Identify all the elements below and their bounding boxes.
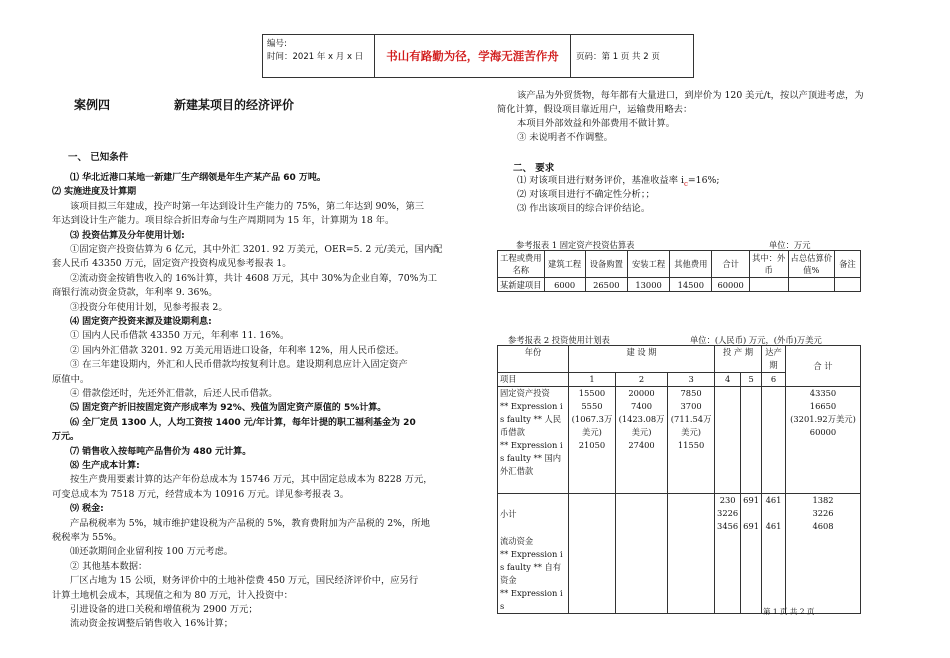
table1-header-cell: 设备购置 (585, 251, 627, 278)
body-line: 套人民币 43350 万元，固定资产投资构成见参考报表 1。 (52, 258, 292, 270)
total-header: 合 计 (786, 346, 861, 387)
year4-empty (715, 387, 741, 494)
table1-header-cell: 备注 (835, 251, 861, 278)
body-line: 年达到设计生产能力。项目综合折旧寿命与生产周期同为 15 年，计算期为 18 年。 (52, 215, 395, 227)
year5-empty (741, 387, 762, 494)
body-line: ⑺ 销售收入按每吨产品售价为 480 元计算。 (70, 446, 252, 457)
header-page-label: 页码：第 1 页 共 2 页 (576, 52, 660, 62)
total-values: 43350 16650 (3201.92万美元) 60000 (786, 387, 861, 494)
body-line: ②流动资金按销售收入的 16%计算，共计 4608 万元，其中 30%为企业自筹，70%为工 (70, 272, 438, 284)
table1-cell: 某新建项目 (498, 278, 545, 292)
body-line: ⑻ 生产成本计算: (70, 461, 140, 471)
year-header-cell (498, 346, 569, 373)
table1-cell: 13000 (627, 278, 669, 292)
table1-cell (749, 278, 788, 292)
r2-year3 (668, 494, 715, 614)
body-line: 本项目外部效益和外部费用不做计算。 (517, 118, 676, 129)
production-period-header: 投 产 期 (715, 346, 762, 373)
table1-header-cell: 工程或费用名称 (498, 251, 545, 278)
table1-header-row (498, 251, 861, 278)
header-number-label: 编号: (267, 39, 287, 49)
document-title (74, 96, 294, 113)
body-line: 厂区占地为 15 公顷，财务评价中的土地补偿费 450 万元，国民经济评价中，应另行 (70, 575, 419, 587)
year3-values: 7850 3700 (711.54万美元) 11550 (668, 387, 715, 494)
year-number-cell: 1 (569, 373, 616, 387)
table1-cell: 26500 (585, 278, 627, 292)
body-line: 税税率为 55%。 (52, 532, 123, 543)
year-number-cell: 5 (741, 373, 762, 387)
body-line: ③ 未说明者不作调整。 (517, 132, 613, 143)
table1-unit: 单位：万元 (769, 240, 811, 250)
r2-year2 (615, 494, 667, 614)
table1-header-cell: 安装工程 (627, 251, 669, 278)
full-production-header: 达产期 (762, 346, 786, 373)
body-line: ③ 在三年建设期内，外汇和人民币借款均按复利计息。建设期利息应计入固定资产 (70, 359, 408, 371)
case-label: 案例四 (74, 98, 111, 112)
year-label: 年份 (524, 347, 542, 357)
table2-caption: 参考报表 2 投资使用计划表 (508, 335, 610, 345)
working-capital-items: 流动资金 ** Expression is faulty ** 自有资金 ** Expression is (500, 536, 563, 611)
section-heading-conditions: 一、 已知条件 (68, 152, 129, 163)
body-line: ⑴ 华北近港口某地一新建厂生产纲领是年生产某产品 60 万吨。 (70, 173, 326, 183)
body-line: 按生产费用要素计算的达产年份总成本为 15746 万元，其中固定总成本为 8228 万元， (70, 474, 433, 486)
table1-header-cell: 其他费用 (670, 251, 712, 278)
year-number-cell: 4 (715, 373, 741, 387)
r2-total-values: 1382 3226 4608 (786, 494, 861, 614)
table1-header-cell: 合计 (712, 251, 749, 278)
year-number-cell: 6 (762, 373, 786, 387)
requirement-item: ⑵ 对该项目进行不确定性分析；； (517, 189, 655, 200)
investment-plan-table (497, 345, 861, 614)
year6-empty (762, 387, 786, 494)
body-line: ④ 借款偿还时，先还外汇借款，后还人民币借款。 (70, 388, 278, 399)
body-line: ⑸ 固定资产折旧按固定资产形成率为 92%、残值为固定资产原值的 5%计算。 (70, 403, 387, 414)
header-motto: 书山有路勤为径，学海无涯苦作舟 (375, 35, 571, 77)
requirement-item: ⑴ 对该项目进行财务评价，基准收益率 $i_c=16\%$; (517, 175, 720, 188)
year-number-cell: 3 (668, 373, 715, 387)
table1-caption: 参考报表 1 固定资产投资估算表 (516, 240, 635, 250)
item-header-cell: 项目 (498, 373, 569, 387)
body-line: 引进设备的进口关税和增值税为 2900 万元； (70, 604, 258, 615)
table1-header-cell: 占总估算价值% (788, 251, 835, 278)
body-line: ② 国内外汇借款 3201. 92 万美元用语进口设备，年利率 12%，用人民币偿还。 (70, 344, 405, 356)
page-footer: 第 1 页 共 2 页 (763, 607, 815, 616)
body-line: 可变总成本为 7518 万元，经营成本为 10916 万元。详见参考报表 3。 (52, 488, 350, 500)
body-line: ③投资分年使用计划，见参考报表 2。 (70, 301, 228, 313)
fixed-asset-investment-table (497, 250, 861, 292)
working-capital-items-cell (498, 494, 569, 614)
table1-header-cell: 其中：外币 (749, 251, 788, 278)
year2-values: 20000 7400 (1423.08万美元) 27400 (615, 387, 667, 494)
table1-cell: 14500 (670, 278, 712, 292)
body-line: 商银行流动资金贷款，年利率 9. 36%。 (52, 287, 218, 299)
r2-year1 (569, 494, 616, 614)
body-line: 流动资金按调整后销售收入 16%计算； (70, 618, 234, 630)
body-line: 计算土地机会成本，其现值之和为 80 万元，计入投资中： (52, 589, 293, 601)
year-number-cell: 2 (615, 373, 667, 387)
r2-year6-values: 461 461 (762, 494, 786, 614)
table1-cell: 6000 (544, 278, 585, 292)
r2-year5-values: 691 691 (741, 494, 762, 614)
section-heading-requirements: 二、 要求 (513, 163, 555, 174)
table1-cell (835, 278, 861, 292)
table1-cell: 60000 (712, 278, 749, 292)
body-line: 原值中。 (52, 373, 90, 385)
body-line: ① 国内人民币借款 43350 万元，年利率 11. 16%。 (70, 330, 290, 342)
subtotal-label: 小计 (500, 509, 517, 519)
body-line: 产品税税率为 5%，城市维护建设税为产品税的 5%，教育费附加为产品税的 2%，所地 (70, 517, 430, 529)
fixed-asset-items-cell: 固定资产投资 ** Expression is faulty ** 人民币借款 ** Expression is faulty ** 国内外汇借款 (498, 387, 569, 494)
header-time-label: 时间：2021 年 x 月 x 日 (267, 52, 364, 62)
construction-period-header: 建 设 期 (569, 346, 715, 373)
r2-year4-values: 230 3226 3456 (715, 494, 741, 614)
table1-data-row (498, 278, 861, 292)
table1-cell (788, 278, 835, 292)
body-line: ⑼ 税金: (70, 504, 104, 515)
body-line: ⑵ 实施进度及计算期 (52, 187, 137, 198)
body-line: 简化计算，假设项目靠近用户，运输费用略去： (497, 104, 693, 115)
table2-unit: 单位：(人民币) 万元，(外币)万美元 (690, 335, 822, 345)
table1-header-cell: 建筑工程 (544, 251, 585, 278)
year1-values: 15500 5550 (1067.3万美元) 21050 (569, 387, 616, 494)
case-name: 新建某项目的经济评价 (174, 98, 295, 112)
body-line: ⑶ 投资估算及分年使用计划: (70, 230, 185, 241)
body-line: 该项目拟三年建成，投产时第一年达到设计生产能力的 75%，第二年达到 90%，第三 (70, 200, 425, 212)
page-header-box (262, 34, 694, 78)
requirement-item: ⑶ 作出该项目的综合评价结论。 (517, 203, 651, 214)
body-line: ⑹ 全厂定员 1300 人，人均工资按 1400 元/年计算，每年计提的职工福利基金为 20 (70, 417, 416, 428)
body-line: ② 其他基本数据： (70, 560, 148, 572)
body-line: 万元。 (52, 432, 80, 443)
body-line: ⑽还款期间企业留利按 100 万元考虑。 (70, 546, 234, 558)
body-line: 该产品为外贸货物，每年都有大量进口，到岸价为 120 美元/t，按以产顶进考虑，为 (517, 90, 864, 101)
body-line: ⑷ 固定资产投资来源及建设期利息: (70, 317, 212, 327)
body-line: ①固定资产投资估算为 6 亿元，其中外汇 3201. 92 万美元，OER=5. 2 元/美元，国内配 (70, 244, 443, 255)
header-meta (263, 35, 375, 77)
